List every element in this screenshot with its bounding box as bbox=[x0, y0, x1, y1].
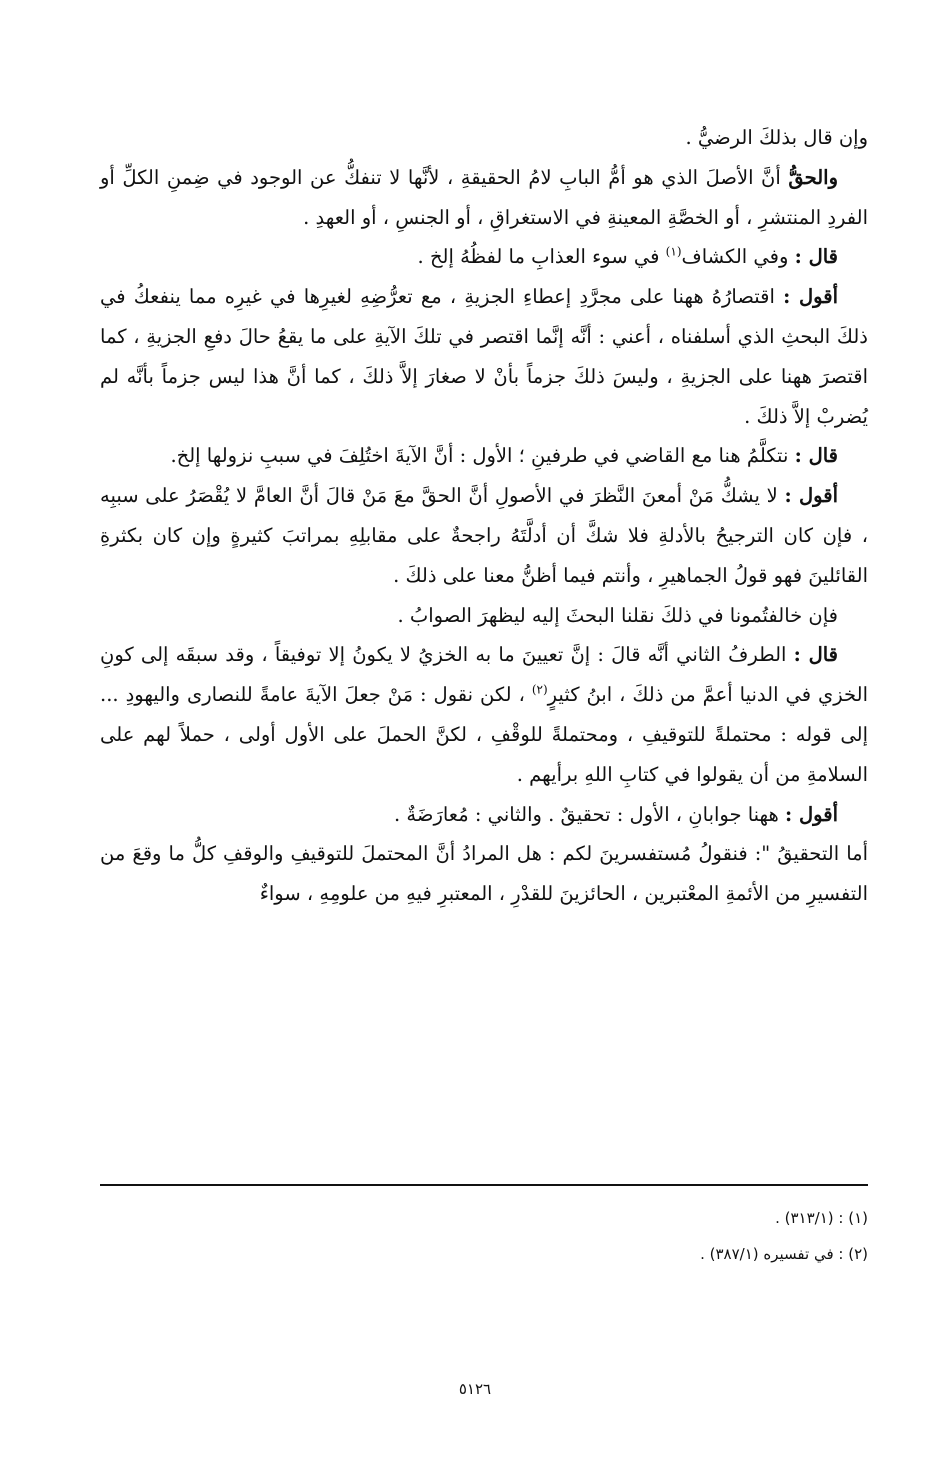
paragraph-text: الطرفُ الثاني أنَّه قالَ : إنَّ تعيينَ ما به الخزيُ لا يكونُ إلا توفيقاً ، وقد سبقَه إلى كونِ الخزي في الدنيا أعمَّ من ذلكَ ، ابنُ كثيرٍ bbox=[100, 643, 868, 707]
paragraph bbox=[100, 237, 868, 277]
paragraph-lead: والحقُّ bbox=[788, 165, 838, 189]
paragraph bbox=[100, 834, 868, 914]
paragraph-text: وإن قال بذلكَ الرضيُّ . bbox=[685, 126, 868, 149]
paragraph-text: أنَّ الأصلَ الذي هو أمُّ البابِ لامُ الحقيقةِ ، لأنَّها لا تنفكُّ عن الوجود في ضِمنِ الكلِّ أو الفردِ المنتشرِ ، أو الخصَّةِ المعينةِ في الاستغراقِ ، أو الجنسِ ، أو العهدِ . bbox=[100, 165, 868, 229]
paragraph-lead: أقول : bbox=[785, 802, 838, 826]
footnote: (٢) : في تفسيره (٣٨٧/١) . bbox=[700, 1245, 868, 1263]
paragraph-text: نتكلَّمُ هنا مع القاضي في طرفينِ ؛ الأول : أنَّ الآيةَ اختُلِفَ في سببِ نزولها إلخ. bbox=[170, 444, 795, 468]
paragraph-lead: قال : bbox=[794, 245, 838, 269]
paragraph-text-continued: في سوء العذابِ ما لفظُهُ إلخ . bbox=[417, 245, 666, 269]
paragraph-lead: قال : bbox=[794, 444, 838, 468]
paragraph bbox=[100, 635, 868, 794]
paragraph-text-continued: ، لكن نقول : مَنْ جعلَ الآيةَ عامةً للنصارى واليهودِ ... إلى قوله : محتملةً للتوقيفِ ، ومحتملةً للوقْفِ ، لكنَّ الحملَ على الأول أولى ، حملاً لهم على السلامةِ من أن يقولوا في كتابِ اللهِ برأيهم . bbox=[100, 683, 868, 786]
page-number: ٥١٢٦ bbox=[458, 1380, 492, 1398]
paragraph bbox=[100, 596, 868, 636]
paragraph bbox=[100, 158, 868, 238]
paragraph-text: ههنا جوابانِ ، الأول : تحقيقٌ . والثاني : مُعارَضَةٌ . bbox=[394, 802, 786, 826]
paragraph bbox=[100, 436, 868, 476]
paragraph-text: لا يشكُّ مَنْ أمعنَ النَّظرَ في الأصولِ أنَّ الحقَّ معَ مَنْ قالَ أنَّ العامَّ لا يُقْصَرُ على سببِه ، فإن كان الترجيحُ بالأدلةِ فلا شكَّ أن أدلَّتَهُ راجحةٌ على مقابلِهِ بمراتبَ كثيرةٍ وإن كان بكثرةِ القائلينَ فهو قولُ الجماهيرِ ، وأنتم فيما أظنُّ معنا على ذلكَ . bbox=[100, 484, 868, 587]
footnote-reference[interactable]: (٢) bbox=[531, 682, 548, 697]
paragraph-lead: أقول : bbox=[783, 285, 838, 309]
footnote: (١) : (٣١٣/١) . bbox=[775, 1209, 868, 1227]
footnote-reference[interactable]: (١) bbox=[665, 244, 682, 259]
paragraph-text: اقتصارُهُ ههنا على مجرَّدِ إعطاءِ الجزيةِ ، مع تعرُّضِهِ لغيرِها في غيرِه مما ينفعكُ في ذلكَ البحثِ الذي أسلفناه ، أعني : أنَّه إنَّما اقتصر في تلكَ الآيةِ على ما يقعُ حالَ دفعِ الجزيةِ ، كما اقتصرَ ههنا على الجزيةِ ، وليسَ ذلكَ جزماً بأنْ لا صغارَ إلاَّ ذلكَ ، كما أنَّ هذا ليس جزماً بأنَّه لم يُضربْ إلاَّ ذلكَ . bbox=[100, 285, 868, 428]
paragraph bbox=[100, 795, 868, 835]
paragraph-text: فإن خالفتُمونا في ذلكَ نقلنا البحثَ إليه ليظهرَ الصوابُ . bbox=[397, 603, 838, 627]
paragraph-text: أما التحقيقُ ": فنقولُ مُستفسرينَ لكم : هل المرادُ أنَّ المحتملَ للتوقيفِ والوقفِ كلُّ ما وقعَ من التفسيرِ من الأئمةِ المعْتبرين ، الحائزينَ للقدْرِ ، المعتبرِ فيهِ من علومِهِ ، سواءٌ bbox=[100, 842, 868, 906]
paragraph-text: وفي الكشاف bbox=[681, 245, 795, 269]
paragraph-lead: قال : bbox=[793, 643, 838, 667]
footnotes bbox=[100, 1200, 868, 1272]
main-text bbox=[100, 118, 868, 914]
paragraph bbox=[100, 118, 868, 158]
paragraph bbox=[100, 277, 868, 436]
paragraph-lead: أقول : bbox=[784, 484, 838, 508]
paragraph bbox=[100, 476, 868, 595]
footnote-divider bbox=[100, 1184, 868, 1186]
